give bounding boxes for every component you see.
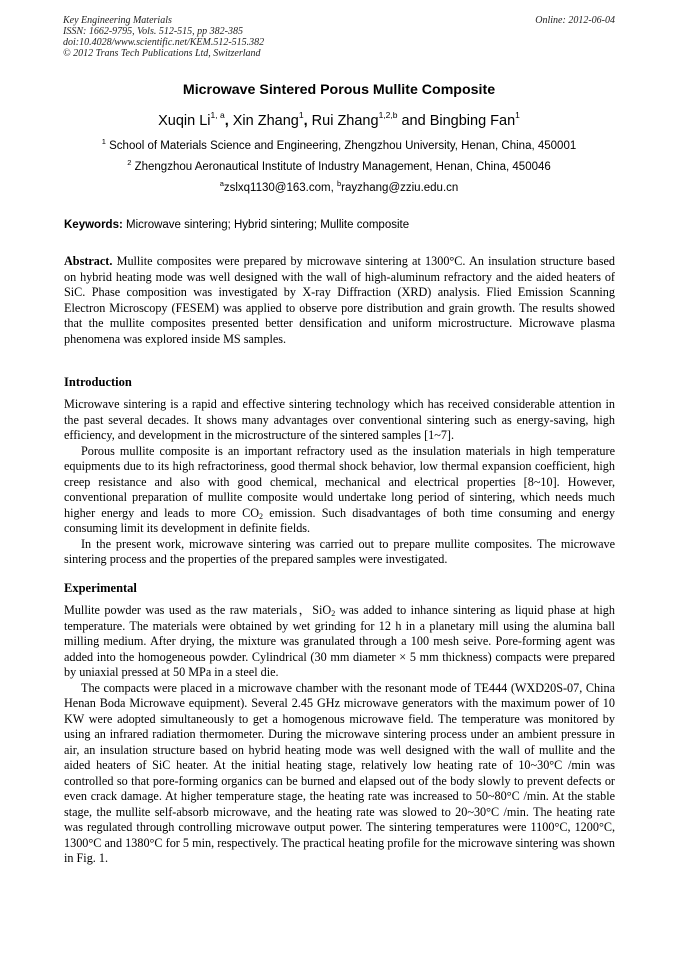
paragraph-text: emission. Such disadvantages of both time consuming and energy consuming limit its development in definite fields. <box>64 505 615 535</box>
author-separator: , <box>224 113 233 129</box>
affiliation-text: Zhengzhou Aeronautical Institute of Industry Management, Henan, China, 450046 <box>131 161 551 173</box>
doi-line: doi:10.4028/www.scientific.net/KEM.512-515.382 <box>63 37 265 48</box>
paragraph-text: Porous mullite composite is an important refractory used as the insulation materials in high temperature equipments due to its high refractoriness, good thermal shock behavior, low thermal expansion coefficient, high creep resistance and also with good chemical, mechanical and electrical properties [8~10]. However, conventional preparation of mullite composite would undertake long period of sintering, which needs much higher energy and leads to more CO <box>64 443 615 520</box>
affiliation-1 <box>63 137 615 152</box>
keywords-label: Keywords: <box>64 219 123 231</box>
author-name: Xuqin Li <box>158 113 211 129</box>
section-heading-experimental: Experimental <box>64 581 137 595</box>
affiliation-2 <box>63 158 615 173</box>
journal-header <box>63 15 615 59</box>
email-mark: b <box>336 179 342 188</box>
author-emails <box>63 179 615 194</box>
experimental-body <box>64 603 615 867</box>
author-name: Xin Zhang <box>232 113 299 129</box>
introduction-body <box>64 397 615 568</box>
email-mark: a <box>219 179 224 188</box>
author-affiliation-mark: 1,2,b <box>378 110 398 120</box>
paragraph: The compacts were placed in a microwave chamber with the resonant mode of TE444 (WXD20S-07, China Henan Boda Microwave equipment). Several 2.45 GHz microwave generators with the maximum power of 10 KW were adopted simultaneously to get a homogenous microwave field. The temperature was monitored by using an infrared radiation thermometer. During the microwave sintering process under an ambient pressure in air, an insulation structure based on hybrid heating mode was well designed with the wall of mullite and the aided heaters of SiC heater. At the initial heating stage, relatively low heating rate of 10~30°C /min was controlled so that pore-forming organics can be burned and elapsed out of the body slowly to prevent defects or even crack damage. At higher temperature stage, the heating rate was increased to 50~80°C /min. At the stable stage, the mullite self-absorb microwave, and the heating rate was slowed to 20~30°C /min. The heating rate was regulated through controlling microwave output power. The sintering temperatures were 1100°C, 1200°C, 1300°C and 1380°C for 5 min, respectively. The practical heating profile for the microwave sintering was shown in Fig. 1. <box>64 680 615 865</box>
author-list <box>63 110 615 129</box>
subscript: 2 <box>331 609 336 618</box>
copyright-line: © 2012 Trans Tech Publications Ltd, Switzerland <box>63 48 261 59</box>
author-name: Rui Zhang <box>311 113 379 129</box>
paragraph <box>64 444 615 537</box>
online-date: Online: 2012-06-04 <box>535 15 615 26</box>
abstract-text: Mullite composites were prepared by microwave sintering at 1300°C. An insulation structure based on hybrid heating mode was well designed with the wall of high-aluminum refractory and the aided heaters of SiC. Phase composition was investigated by X-ray Diffraction (XRD) analysis. Flied Emission Scanning Electron Microscopy (FESEM) was applied to observe pore distribution and grain growth. The results showed that the mullite composites presented better densification and uniform microstructure. Microwave plasma phenomena was explored inside MS samples. <box>64 254 615 346</box>
affiliation-text: School of Materials Science and Engineering, Zhengzhou University, Henan, China, 450001 <box>105 140 577 152</box>
keywords-text: Microwave sintering; Hybrid sintering; Mullite composite <box>122 219 410 231</box>
paragraph: Microwave sintering is a rapid and effective sintering technology which has received considerable attention in the past several decades. It shows many advantages over conventional sintering such as energy-saving, high efficiency, and development in the microstructure of the sintered samples [1~7]. <box>64 397 615 442</box>
paragraph <box>64 603 615 681</box>
abstract-label: Abstract. <box>64 254 113 268</box>
email-address: rayzhang@zziu.edu.cn <box>341 182 459 194</box>
subscript: 2 <box>259 511 264 521</box>
author-name: Bingbing Fan <box>429 113 516 129</box>
section-heading-introduction: Introduction <box>64 375 132 389</box>
abstract <box>64 254 615 347</box>
email-address: zslxq1130@163.com, <box>223 182 337 194</box>
affiliation-mark: 2 <box>127 158 132 167</box>
author-separator: , <box>303 113 312 129</box>
paragraph: In the present work, microwave sintering was carried out to prepare mullite composites. The microwave sintering process and the properties of the prepared samples were investigated. <box>64 536 615 566</box>
paragraph-text: Mullite powder was used as the raw materials，SiO <box>64 603 332 617</box>
journal-name: Key Engineering Materials <box>63 15 172 26</box>
author-affiliation-mark: 1 <box>298 110 304 120</box>
keywords <box>64 219 616 231</box>
author-affiliation-mark: 1 <box>515 110 520 120</box>
author-conjunction: and <box>397 113 430 129</box>
paragraph-text: was added to inhance sintering as liquid phase at high temperature. The materials were obtained by wet grinding for 12 h in a planetary mill using the alumina ball milling medium. After drying, the mixture was granulated through a 100 mesh seive. Pore-forming agent was added into the homogeneous powder. Cylindrical (30 mm diameter × 5 mm thickness) compacts were prepared by uniaxial pressed at 50 MPa in a steel die. <box>64 603 615 679</box>
author-affiliation-mark: 1, a <box>210 110 225 120</box>
paper-title: Microwave Sintered Porous Mullite Composite <box>182 82 496 98</box>
issn-line: ISSN: 1662-9795, Vols. 512-515, pp 382-385 <box>63 26 243 37</box>
affiliation-mark: 1 <box>101 137 106 146</box>
